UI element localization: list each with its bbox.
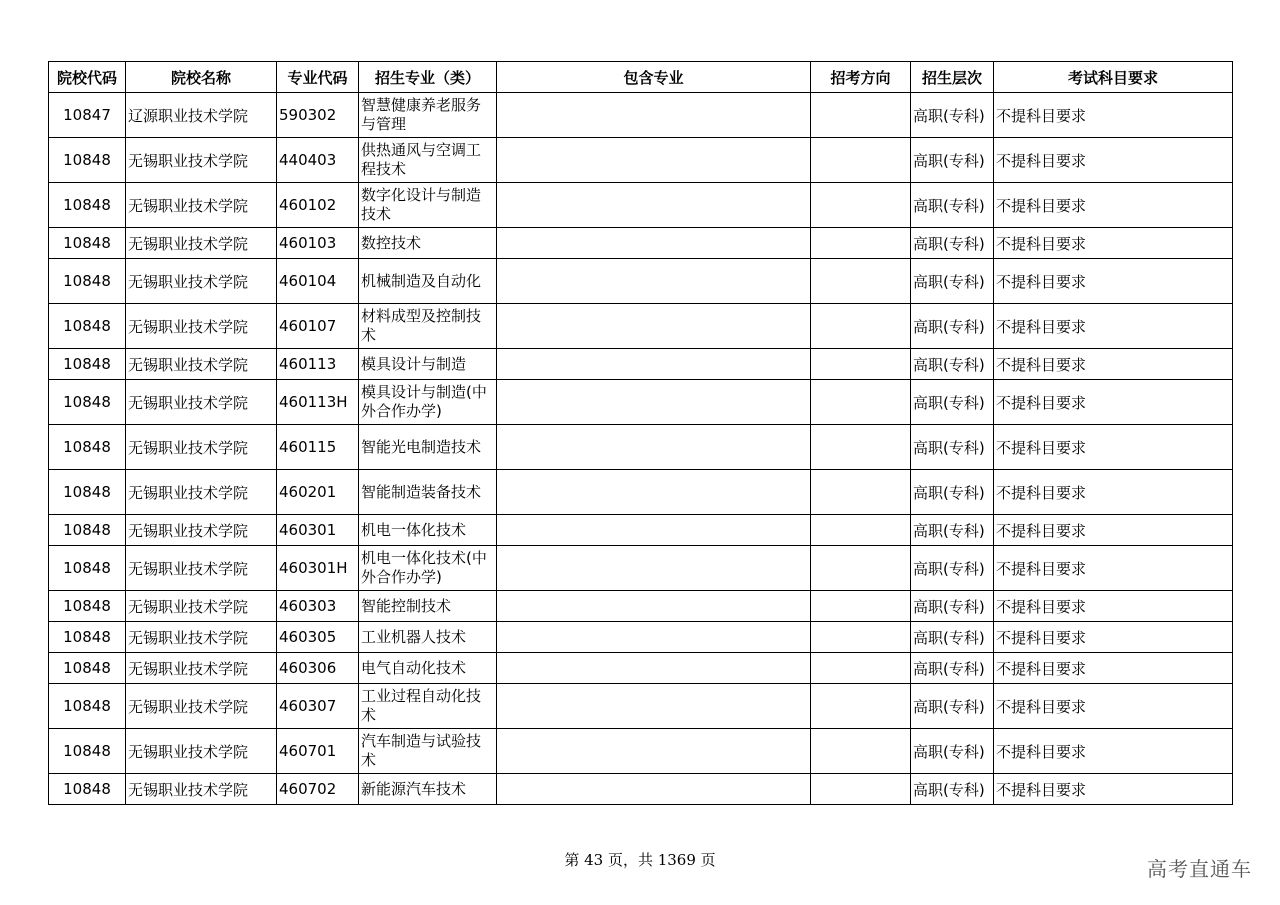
subject-requirement-cell: 不提科目要求 bbox=[994, 425, 1233, 470]
table-row bbox=[49, 304, 1233, 349]
subject-requirement-cell: 不提科目要求 bbox=[994, 774, 1233, 805]
level-cell: 高职(专科) bbox=[911, 591, 994, 622]
level-cell: 高职(专科) bbox=[911, 653, 994, 684]
header-direction: 招考方向 bbox=[811, 62, 911, 93]
subject-requirement-cell: 不提科目要求 bbox=[994, 259, 1233, 304]
major-cell: 模具设计与制造 bbox=[359, 349, 497, 380]
major-cell: 数字化设计与制造技术 bbox=[359, 183, 497, 228]
included-majors-cell bbox=[497, 425, 811, 470]
school-name-cell: 无锡职业技术学院 bbox=[126, 622, 277, 653]
table-row bbox=[49, 93, 1233, 138]
school-code-cell: 10848 bbox=[49, 380, 126, 425]
major-code-cell: 460702 bbox=[277, 774, 359, 805]
level-cell: 高职(专科) bbox=[911, 183, 994, 228]
direction-cell bbox=[811, 425, 911, 470]
school-code-cell: 10848 bbox=[49, 729, 126, 774]
table-row bbox=[49, 546, 1233, 591]
included-majors-cell bbox=[497, 183, 811, 228]
major-cell: 智能制造装备技术 bbox=[359, 470, 497, 515]
subject-requirement-cell: 不提科目要求 bbox=[994, 729, 1233, 774]
direction-cell bbox=[811, 546, 911, 591]
major-code-cell: 460701 bbox=[277, 729, 359, 774]
major-cell: 机械制造及自动化 bbox=[359, 259, 497, 304]
table-row bbox=[49, 349, 1233, 380]
header-school-name: 院校名称 bbox=[126, 62, 277, 93]
included-majors-cell bbox=[497, 591, 811, 622]
table-body bbox=[49, 93, 1233, 805]
included-majors-cell bbox=[497, 380, 811, 425]
school-name-cell: 无锡职业技术学院 bbox=[126, 304, 277, 349]
major-cell: 智慧健康养老服务与管理 bbox=[359, 93, 497, 138]
table-row bbox=[49, 228, 1233, 259]
school-name-cell: 无锡职业技术学院 bbox=[126, 591, 277, 622]
table-header bbox=[49, 62, 1233, 93]
direction-cell bbox=[811, 653, 911, 684]
direction-cell bbox=[811, 684, 911, 729]
subject-requirement-cell: 不提科目要求 bbox=[994, 138, 1233, 183]
included-majors-cell bbox=[497, 93, 811, 138]
major-code-cell: 460301 bbox=[277, 515, 359, 546]
subject-requirement-cell: 不提科目要求 bbox=[994, 349, 1233, 380]
level-cell: 高职(专科) bbox=[911, 546, 994, 591]
school-name-cell: 无锡职业技术学院 bbox=[126, 653, 277, 684]
included-majors-cell bbox=[497, 304, 811, 349]
major-cell: 机电一体化技术 bbox=[359, 515, 497, 546]
subject-requirement-cell: 不提科目要求 bbox=[994, 684, 1233, 729]
included-majors-cell bbox=[497, 653, 811, 684]
major-code-cell: 460113 bbox=[277, 349, 359, 380]
major-code-cell: 460305 bbox=[277, 622, 359, 653]
direction-cell bbox=[811, 183, 911, 228]
direction-cell bbox=[811, 380, 911, 425]
major-cell: 工业机器人技术 bbox=[359, 622, 497, 653]
table-row bbox=[49, 380, 1233, 425]
major-code-cell: 460113H bbox=[277, 380, 359, 425]
major-cell: 材料成型及控制技术 bbox=[359, 304, 497, 349]
school-code-cell: 10848 bbox=[49, 304, 126, 349]
level-cell: 高职(专科) bbox=[911, 138, 994, 183]
subject-requirement-cell: 不提科目要求 bbox=[994, 228, 1233, 259]
included-majors-cell bbox=[497, 622, 811, 653]
school-code-cell: 10848 bbox=[49, 622, 126, 653]
direction-cell bbox=[811, 470, 911, 515]
admissions-table bbox=[48, 61, 1233, 805]
header-major-code: 专业代码 bbox=[277, 62, 359, 93]
school-code-cell: 10847 bbox=[49, 93, 126, 138]
school-code-cell: 10848 bbox=[49, 653, 126, 684]
major-code-cell: 460104 bbox=[277, 259, 359, 304]
table-row bbox=[49, 591, 1233, 622]
table-row bbox=[49, 729, 1233, 774]
direction-cell bbox=[811, 93, 911, 138]
level-cell: 高职(专科) bbox=[911, 774, 994, 805]
school-name-cell: 无锡职业技术学院 bbox=[126, 729, 277, 774]
header-major: 招生专业（类） bbox=[359, 62, 497, 93]
major-cell: 电气自动化技术 bbox=[359, 653, 497, 684]
included-majors-cell bbox=[497, 774, 811, 805]
table-row bbox=[49, 183, 1233, 228]
direction-cell bbox=[811, 349, 911, 380]
subject-requirement-cell: 不提科目要求 bbox=[994, 546, 1233, 591]
table-row bbox=[49, 259, 1233, 304]
major-cell: 新能源汽车技术 bbox=[359, 774, 497, 805]
major-cell: 模具设计与制造(中外合作办学) bbox=[359, 380, 497, 425]
subject-requirement-cell: 不提科目要求 bbox=[994, 591, 1233, 622]
major-cell: 汽车制造与试验技术 bbox=[359, 729, 497, 774]
table-row bbox=[49, 622, 1233, 653]
included-majors-cell bbox=[497, 349, 811, 380]
school-name-cell: 无锡职业技术学院 bbox=[126, 349, 277, 380]
subject-requirement-cell: 不提科目要求 bbox=[994, 304, 1233, 349]
table-row bbox=[49, 138, 1233, 183]
subject-requirement-cell: 不提科目要求 bbox=[994, 470, 1233, 515]
table-row bbox=[49, 515, 1233, 546]
direction-cell bbox=[811, 138, 911, 183]
school-code-cell: 10848 bbox=[49, 515, 126, 546]
watermark: 高考直通车 bbox=[1147, 857, 1252, 881]
major-code-cell: 460307 bbox=[277, 684, 359, 729]
school-name-cell: 无锡职业技术学院 bbox=[126, 546, 277, 591]
major-code-cell: 460102 bbox=[277, 183, 359, 228]
direction-cell bbox=[811, 591, 911, 622]
header-level: 招生层次 bbox=[911, 62, 994, 93]
table-row bbox=[49, 684, 1233, 729]
header-subject-requirement: 考试科目要求 bbox=[994, 62, 1233, 93]
header-school-code: 院校代码 bbox=[49, 62, 126, 93]
school-code-cell: 10848 bbox=[49, 774, 126, 805]
level-cell: 高职(专科) bbox=[911, 349, 994, 380]
table-row bbox=[49, 774, 1233, 805]
major-code-cell: 440403 bbox=[277, 138, 359, 183]
included-majors-cell bbox=[497, 470, 811, 515]
level-cell: 高职(专科) bbox=[911, 729, 994, 774]
major-cell: 供热通风与空调工程技术 bbox=[359, 138, 497, 183]
school-name-cell: 无锡职业技术学院 bbox=[126, 470, 277, 515]
direction-cell bbox=[811, 729, 911, 774]
school-name-cell: 无锡职业技术学院 bbox=[126, 425, 277, 470]
level-cell: 高职(专科) bbox=[911, 259, 994, 304]
school-code-cell: 10848 bbox=[49, 183, 126, 228]
direction-cell bbox=[811, 259, 911, 304]
school-name-cell: 无锡职业技术学院 bbox=[126, 228, 277, 259]
school-code-cell: 10848 bbox=[49, 228, 126, 259]
school-name-cell: 无锡职业技术学院 bbox=[126, 259, 277, 304]
major-cell: 智能光电制造技术 bbox=[359, 425, 497, 470]
school-name-cell: 无锡职业技术学院 bbox=[126, 138, 277, 183]
school-name-cell: 无锡职业技术学院 bbox=[126, 380, 277, 425]
major-code-cell: 460201 bbox=[277, 470, 359, 515]
level-cell: 高职(专科) bbox=[911, 228, 994, 259]
level-cell: 高职(专科) bbox=[911, 515, 994, 546]
school-code-cell: 10848 bbox=[49, 470, 126, 515]
school-name-cell: 无锡职业技术学院 bbox=[126, 684, 277, 729]
school-code-cell: 10848 bbox=[49, 684, 126, 729]
subject-requirement-cell: 不提科目要求 bbox=[994, 93, 1233, 138]
school-code-cell: 10848 bbox=[49, 591, 126, 622]
direction-cell bbox=[811, 515, 911, 546]
school-name-cell: 无锡职业技术学院 bbox=[126, 774, 277, 805]
major-code-cell: 460115 bbox=[277, 425, 359, 470]
major-code-cell: 460303 bbox=[277, 591, 359, 622]
subject-requirement-cell: 不提科目要求 bbox=[994, 653, 1233, 684]
school-code-cell: 10848 bbox=[49, 425, 126, 470]
level-cell: 高职(专科) bbox=[911, 622, 994, 653]
header-included-majors: 包含专业 bbox=[497, 62, 811, 93]
included-majors-cell bbox=[497, 684, 811, 729]
major-cell: 机电一体化技术(中外合作办学) bbox=[359, 546, 497, 591]
major-code-cell: 460301H bbox=[277, 546, 359, 591]
level-cell: 高职(专科) bbox=[911, 93, 994, 138]
major-code-cell: 590302 bbox=[277, 93, 359, 138]
level-cell: 高职(专科) bbox=[911, 470, 994, 515]
direction-cell bbox=[811, 304, 911, 349]
subject-requirement-cell: 不提科目要求 bbox=[994, 380, 1233, 425]
included-majors-cell bbox=[497, 515, 811, 546]
direction-cell bbox=[811, 228, 911, 259]
included-majors-cell bbox=[497, 228, 811, 259]
subject-requirement-cell: 不提科目要求 bbox=[994, 183, 1233, 228]
major-cell: 智能控制技术 bbox=[359, 591, 497, 622]
level-cell: 高职(专科) bbox=[911, 380, 994, 425]
direction-cell bbox=[811, 622, 911, 653]
major-code-cell: 460306 bbox=[277, 653, 359, 684]
school-name-cell: 辽源职业技术学院 bbox=[126, 93, 277, 138]
major-cell: 工业过程自动化技术 bbox=[359, 684, 497, 729]
school-code-cell: 10848 bbox=[49, 259, 126, 304]
subject-requirement-cell: 不提科目要求 bbox=[994, 515, 1233, 546]
level-cell: 高职(专科) bbox=[911, 684, 994, 729]
included-majors-cell bbox=[497, 138, 811, 183]
direction-cell bbox=[811, 774, 911, 805]
major-code-cell: 460103 bbox=[277, 228, 359, 259]
school-name-cell: 无锡职业技术学院 bbox=[126, 183, 277, 228]
major-code-cell: 460107 bbox=[277, 304, 359, 349]
included-majors-cell bbox=[497, 729, 811, 774]
table-row bbox=[49, 653, 1233, 684]
included-majors-cell bbox=[497, 546, 811, 591]
level-cell: 高职(专科) bbox=[911, 304, 994, 349]
school-code-cell: 10848 bbox=[49, 349, 126, 380]
school-code-cell: 10848 bbox=[49, 546, 126, 591]
subject-requirement-cell: 不提科目要求 bbox=[994, 622, 1233, 653]
level-cell: 高职(专科) bbox=[911, 425, 994, 470]
included-majors-cell bbox=[497, 259, 811, 304]
school-code-cell: 10848 bbox=[49, 138, 126, 183]
table-row bbox=[49, 470, 1233, 515]
page-number: 第 43 页，共 1369 页 bbox=[564, 851, 716, 869]
table-row bbox=[49, 425, 1233, 470]
school-name-cell: 无锡职业技术学院 bbox=[126, 515, 277, 546]
major-cell: 数控技术 bbox=[359, 228, 497, 259]
